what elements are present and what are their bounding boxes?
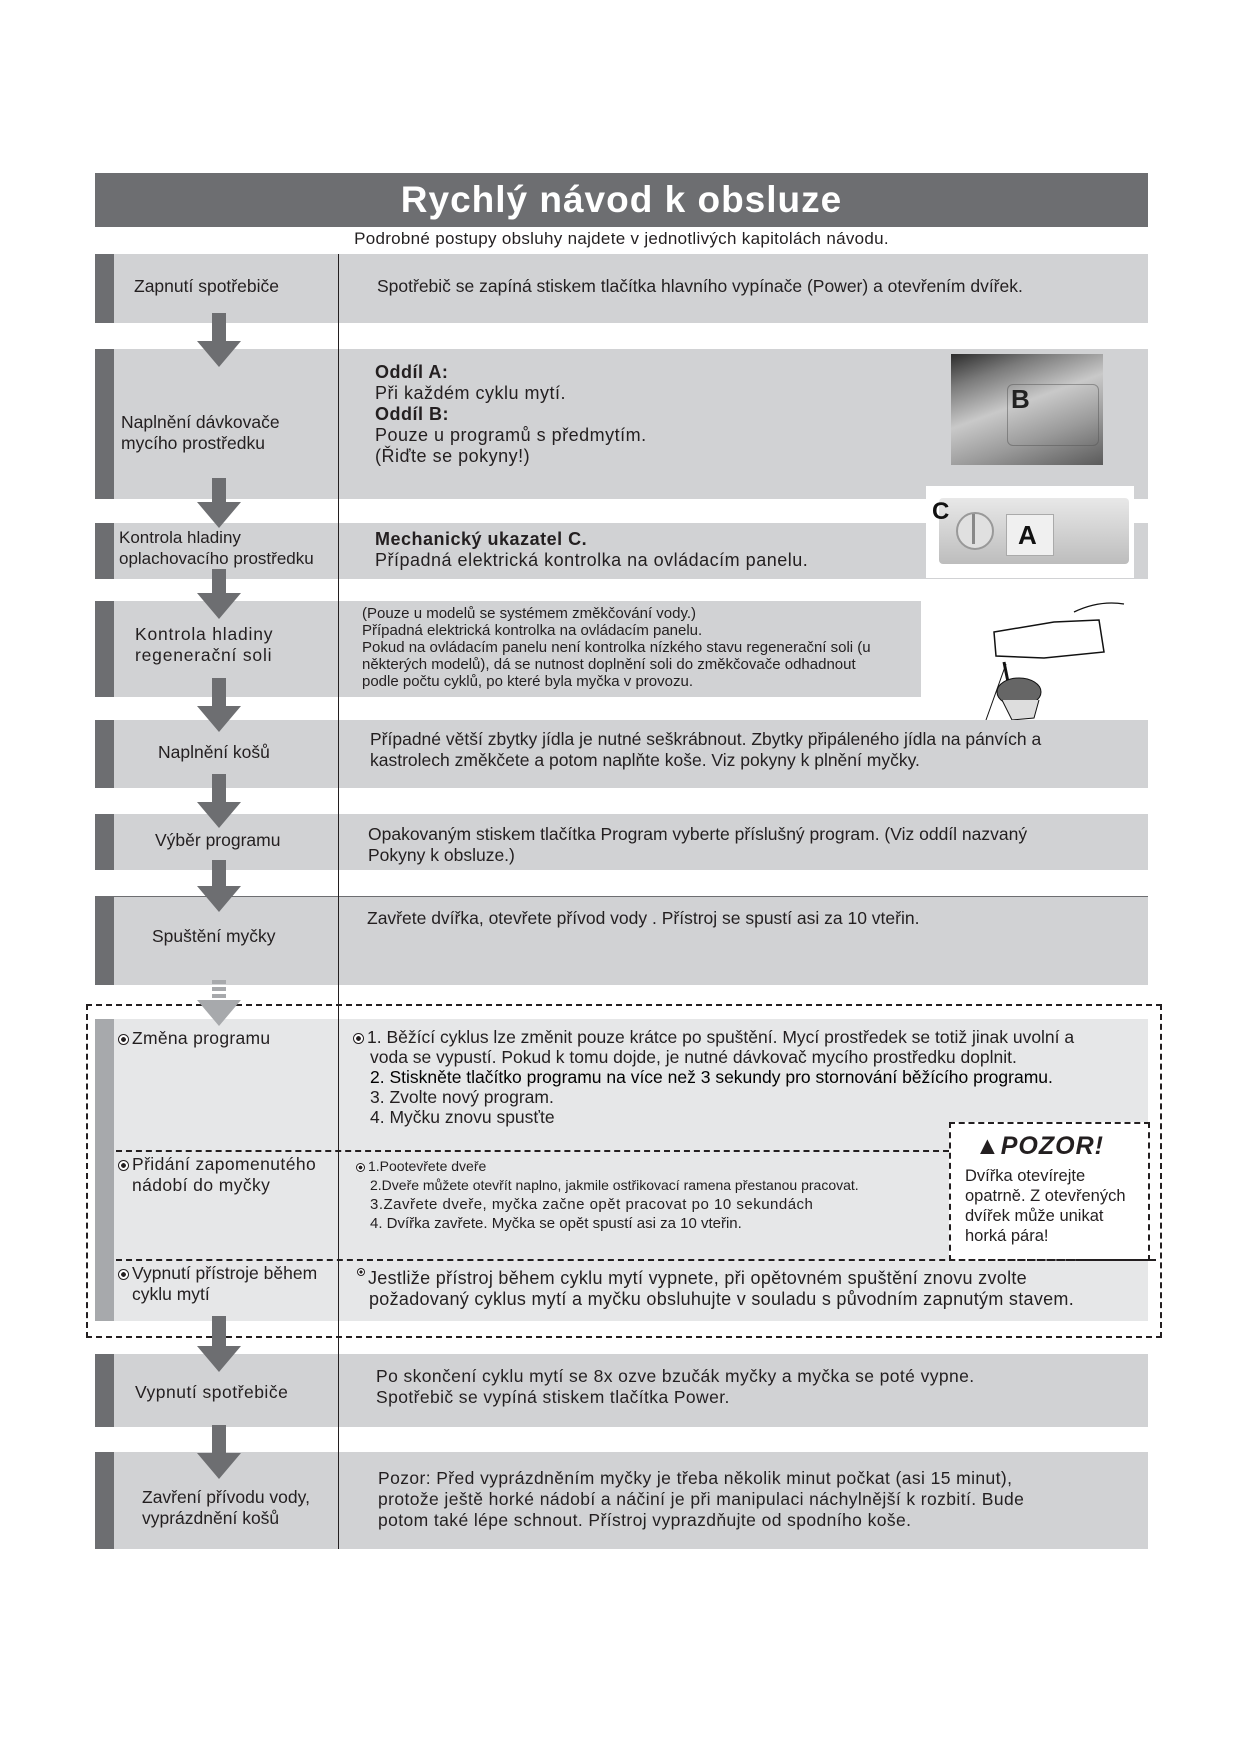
dashed-separator bbox=[116, 1259, 1156, 1261]
step-text: Oddíl A: Při každém cyklu mytí. Oddíl B: Pouze u programů s předmytím. (Řiďte se pokyny!) bbox=[375, 362, 647, 466]
bullet-icon bbox=[356, 1163, 365, 1172]
salt-filling-illustration bbox=[924, 592, 1134, 727]
bullet-icon bbox=[118, 1160, 129, 1171]
step-label: Zavření přívodu vody, vyprázdnění košů bbox=[142, 1487, 310, 1528]
page-title: Rychlý návod k obsluze bbox=[95, 173, 1148, 227]
optional-label: Přidání zapomenutého nádobí do myčky bbox=[118, 1154, 316, 1196]
dispenser-panel-photo bbox=[926, 486, 1134, 578]
step-text: Pozor: Před vyprázdněním myčky je třeba několik minut počkat (asi 15 minut), protože ještě horké nádobí a náčiní je při manipulaci náchylnější k rozbití. Bude potom také lépe schnout. Přístroj vyprazdňujte od spodního koše. bbox=[378, 1468, 1025, 1530]
dashed-arrow-down-icon bbox=[197, 980, 241, 1026]
step-label: Spuštění myčky bbox=[152, 926, 276, 946]
optional-label: Změna programu bbox=[118, 1028, 270, 1049]
optional-text: Jestliže přístroj během cyklu mytí vypnete, při opětovném spuštění znovu zvolte požadovaný cyklus mytí a myčku obsluhujte v souladu s původním zapnutým stavem. bbox=[357, 1268, 1074, 1310]
step-text: Případné větší zbytky jídla je nutné seškrábnout. Zbytky připáleného jídla na pánvích a kastrolech změkčete a potom naplňte koše. Viz pokyny k plnění myčky. bbox=[370, 729, 1042, 770]
step-label: Vypnutí spotřebiče bbox=[135, 1382, 289, 1402]
bullet-icon bbox=[118, 1034, 129, 1045]
arrow-down-icon bbox=[197, 1316, 241, 1372]
optional-label: Vypnutí přístroje během cyklu mytí bbox=[118, 1263, 317, 1305]
step-label: Kontrola hladiny regenerační soli bbox=[135, 624, 274, 665]
step-label: Naplnění košů bbox=[158, 742, 270, 762]
warning-box bbox=[949, 1122, 1150, 1261]
arrow-down-icon bbox=[197, 774, 241, 828]
page-subtitle: Podrobné postupy obsluhy najdete v jednotlivých kapitolách návodu. bbox=[354, 229, 889, 248]
step-text: Zavřete dvířka, otevřete přívod vody . Přístroj se spustí asi za 10 vteřin. bbox=[367, 908, 920, 928]
step-label: Zapnutí spotřebiče bbox=[134, 276, 279, 296]
optional-accent bbox=[95, 1019, 114, 1321]
warning-text: Dvířka otevírejte opatrně. Z otevřených dvířek může unikat horká pára! bbox=[965, 1167, 1126, 1245]
arrow-down-icon bbox=[197, 569, 241, 619]
step-accent bbox=[95, 349, 114, 499]
step-text: Spotřebič se zapíná stiskem tlačítka hlavního vypínače (Power) a otevřením dvířek. bbox=[377, 276, 1023, 296]
label-c: C bbox=[932, 498, 950, 525]
warning-triangle-icon: ▲ bbox=[975, 1132, 1001, 1160]
step-accent bbox=[95, 720, 114, 788]
step-accent bbox=[95, 1354, 114, 1427]
dashed-separator bbox=[116, 1150, 949, 1152]
optional-text: 1. Běžící cyklus lze změnit pouze krátce po spuštění. Mycí prostředek se totiž jinak uvolní a voda se vypustí. Pokud k tomu dojde, je nutné dávkovač mycího prostředku doplnit. 2. Stiskněte tlačítko programu na více než 3 sekundy pro stornování běžícího programu. 3. Zvolte nový program. 4. Myčku znovu spusťte bbox=[353, 1027, 1074, 1127]
arrow-down-icon bbox=[197, 1425, 241, 1479]
arrow-down-icon bbox=[197, 313, 241, 367]
arrow-down-icon bbox=[197, 478, 241, 528]
arrow-down-icon bbox=[197, 678, 241, 732]
bullet-icon bbox=[118, 1269, 129, 1280]
step-accent bbox=[95, 814, 114, 870]
step-label: Výběr programu bbox=[155, 830, 281, 850]
warning-title: ▲POZOR! bbox=[975, 1132, 1104, 1160]
step-accent bbox=[95, 254, 114, 323]
arrow-down-icon bbox=[197, 860, 241, 912]
step-text: (Pouze u modelů se systémem změkčování vody.) Případná elektrická kontrolka na ovládacím panelu. Pokud na ovládacím panelu není kontrolka nízkého stavu regenerační soli (u některých modelů), dá se nutnost doplnění soli do změkčovače odhadnout podle počtu cyklů, po které byla myčka v provozu. bbox=[362, 605, 871, 690]
step-accent bbox=[95, 897, 114, 985]
bullet-icon bbox=[357, 1268, 365, 1276]
optional-text: 1.Pootevřete dveře 2.Dveře můžete otevřít naplno, jakmile ostřikovací ramena přestanou pracovat. 3.Zavřete dveře, myčka začne opět pracovat po 10 sekundách 4. Dvířka zavřete. Myčka se opět spustí asi za 10 vteřin. bbox=[356, 1157, 859, 1233]
detergent-compartment-photo bbox=[951, 354, 1103, 465]
step-text: Mechanický ukazatel C. Případná elektrická kontrolka na ovládacím panelu. bbox=[375, 529, 809, 570]
step-label: Kontrola hladiny oplachovacího prostředku bbox=[119, 528, 314, 568]
column-divider bbox=[338, 254, 339, 1549]
step-accent bbox=[95, 601, 114, 697]
step-accent bbox=[95, 523, 114, 579]
step-label: Naplnění dávkovače mycího prostředku bbox=[121, 412, 280, 453]
bullet-icon bbox=[353, 1033, 364, 1044]
step-text: Opakovaným stiskem tlačítka Program vyberte příslušný program. (Viz oddíl nazvaný Pokyny k obsluze.) bbox=[368, 824, 1028, 865]
label-a: A bbox=[1018, 520, 1037, 550]
step-text: Po skončení cyklu mytí se 8x ozve bzučák myčky a myčka se poté vypne. Spotřebič se vypíná stiskem tlačítka Power. bbox=[376, 1366, 975, 1407]
step-accent bbox=[95, 1452, 114, 1549]
label-b: B bbox=[1011, 384, 1030, 414]
